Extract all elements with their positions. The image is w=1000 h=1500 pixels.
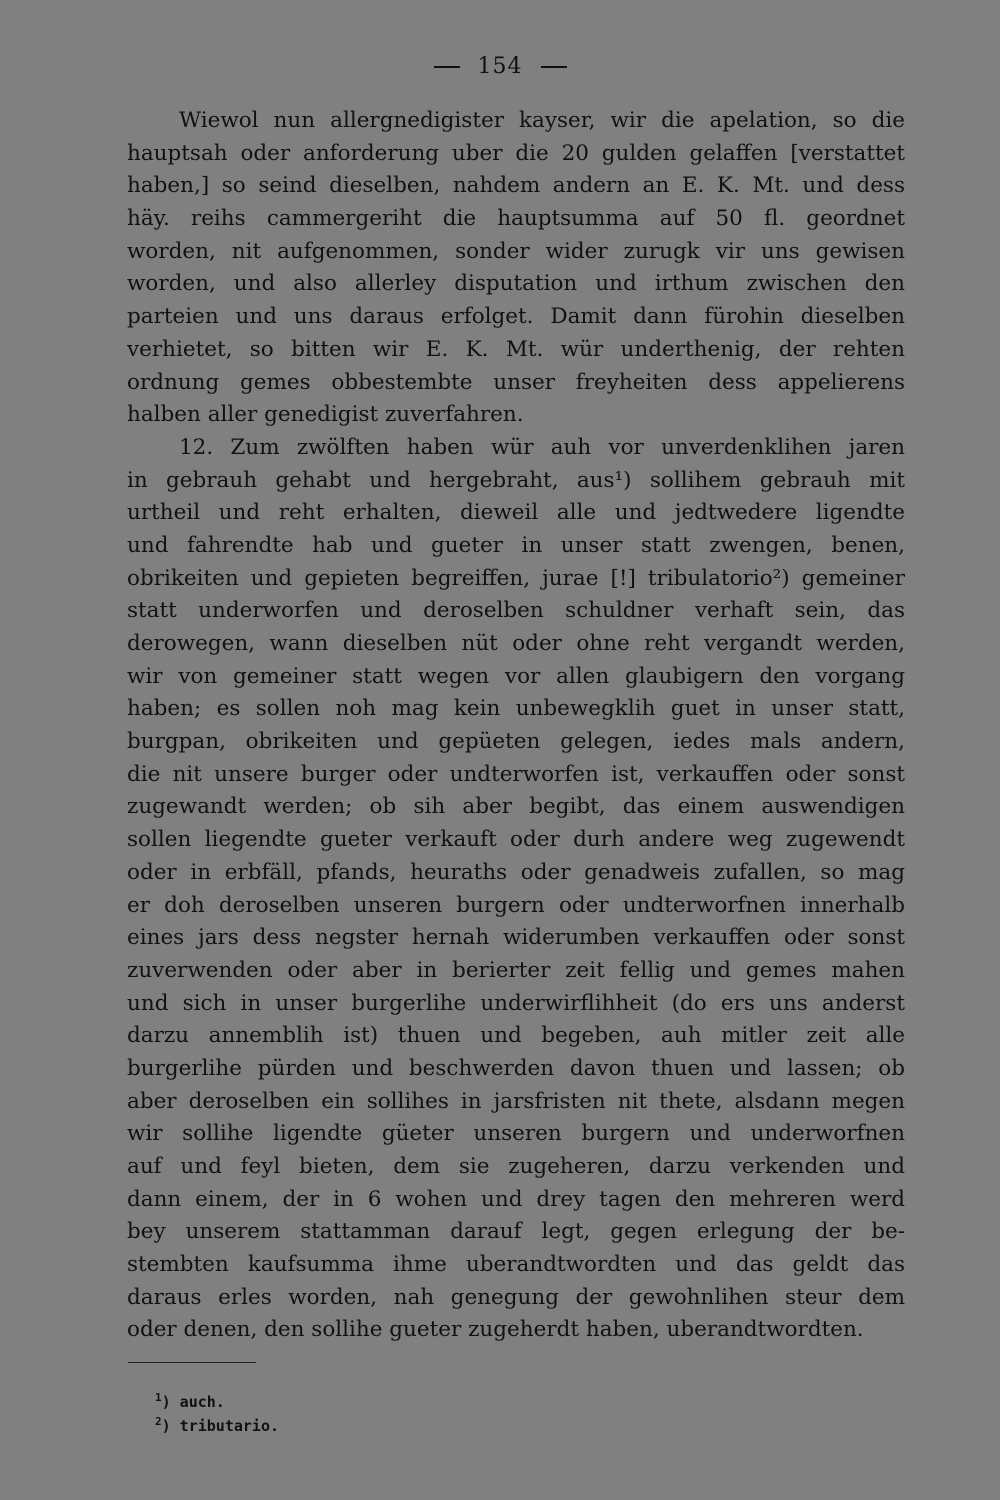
text-line: derowegen, wann dieselben nüt oder ohne reht vergandt werden, [127,631,905,656]
text-line: und fahrendte hab und gueter in unser statt zwengen, benen, [127,532,905,558]
text-line: dann einem, der in 6 wohen und drey tagen den mehreren werd [127,1186,905,1212]
text-line: oder in erbfäll, pfands, heuraths oder genadweis zufallen, so mag [127,859,905,885]
text-line: aber deroselben ein sollihes in jarsfristen nit thete, alsdann megen [127,1088,905,1114]
text-line: worden, nit aufgenommen, sonder wider zurugk vir uns gewisen [127,238,905,264]
text-line: die nit unsere burger oder undterworfen ist, verkauffen oder sonst [127,761,905,787]
text-line: in gebrauh gehabt und hergebraht, aus¹) sollihem gebrauh mit [127,467,905,493]
text-line: oder denen, den sollihe gueter zugeherdt haben, uberandtwordten. [127,1317,864,1343]
text-line: haben; es sollen noh mag kein unbewegklih guet in unser statt, [127,696,905,722]
text-line: daraus erles worden, nah genegung der gewohnlihen steur dem [127,1284,905,1310]
text-line: wir von gemeiner statt wegen vor allen glaubigern den vorgang [127,663,905,689]
text-line: burgpan, obrikeiten und gepüeten gelegen, iedes mals andern, [127,729,905,755]
footnotes [155,1386,279,1434]
text-line: parteien und uns daraus erfolget. Damit dann fürohin dieselben [127,304,905,330]
footnote-mark: 1 [155,1391,162,1404]
text-line: ordnung gemes obbestembte unser freyheiten dess appelierens [127,369,905,395]
text-line: worden, und also allerley disputation und irthum zwischen den [127,271,905,297]
text-line: eines jars dess negster hernah widerumben verkauffen oder sonst [127,925,905,951]
text-line: statt underworfen und deroselben schuldner verhaft sein, das [127,598,905,624]
text-line: burgerlihe pürden und beschwerden davon thuen und lassen; ob [127,1055,905,1081]
footnote-text: ) tributario. [161,1417,280,1435]
footnote-text: ) auch. [161,1393,225,1411]
text-line: auf und feyl bieten, dem sie zugeheren, darzu verkenden und [127,1154,905,1179]
text-line: obrikeiten und gepieten begreiffen, jurae [!] tribulatorio²) gemeiner [127,565,905,591]
text-line: darzu annemblih ist) thuen und begeben, auh mitler zeit alle [127,1023,905,1049]
text-line: zugewandt werden; ob sih aber begibt, das einem auswendigen [127,794,905,820]
text-line: verhietet, so bitten wir E. K. Mt. wür underthenig, der rehten [127,336,905,362]
text-line: Wiewol nun allergnedigister kayser, wir die apelation, so die [179,108,905,133]
text-line: er doh deroselben unseren burgern oder undterworfnen innerhalb [127,892,905,918]
footnote-2 [155,1410,279,1434]
footnote-divider [128,1362,256,1363]
text-line: hauptsah oder anforderung uber die 20 gulden gelaffen [verstattet [127,140,905,166]
text-line: wir sollihe ligendte güeter unseren burgern und underworfnen [127,1121,905,1147]
page-header [0,54,1000,79]
header-dash-right [541,66,567,68]
text-line: häy. reihs cammergeriht die hauptsumma auf 50 fl. geordnet [127,206,905,232]
text-line: und sich in unser burgerlihe underwirflihheit (do ers uns anderst [127,990,905,1016]
text-line: bey unserem stattamman darauf legt, gegen erlegung der be- [127,1219,905,1245]
text-line: halben aller genedigist zuverfahren. [127,402,524,428]
text-line: sollen liegendte gueter verkauft oder durh andere weg zugewendt [127,827,905,853]
text-line: stembten kaufsumma ihme uberandtwordten und das geldt das [127,1252,905,1278]
page-number: 154 [477,54,523,79]
text-line: haben,] so seind dieselben, nahdem andern an E. K. Mt. und dess [127,173,905,199]
text-line: urtheil und reht erhalten, dieweil alle und jedtwedere ligendte [127,500,905,526]
body-text [127,105,905,1347]
footnote-1 [155,1386,279,1410]
text-line: zuverwenden oder aber in berierter zeit fellig und gemes mahen [127,957,905,983]
text-line: 12. Zum zwölften haben wür auh vor unverdenklihen jaren [179,434,905,460]
footnote-mark: 2 [155,1415,162,1428]
header-dash-left [434,66,460,68]
